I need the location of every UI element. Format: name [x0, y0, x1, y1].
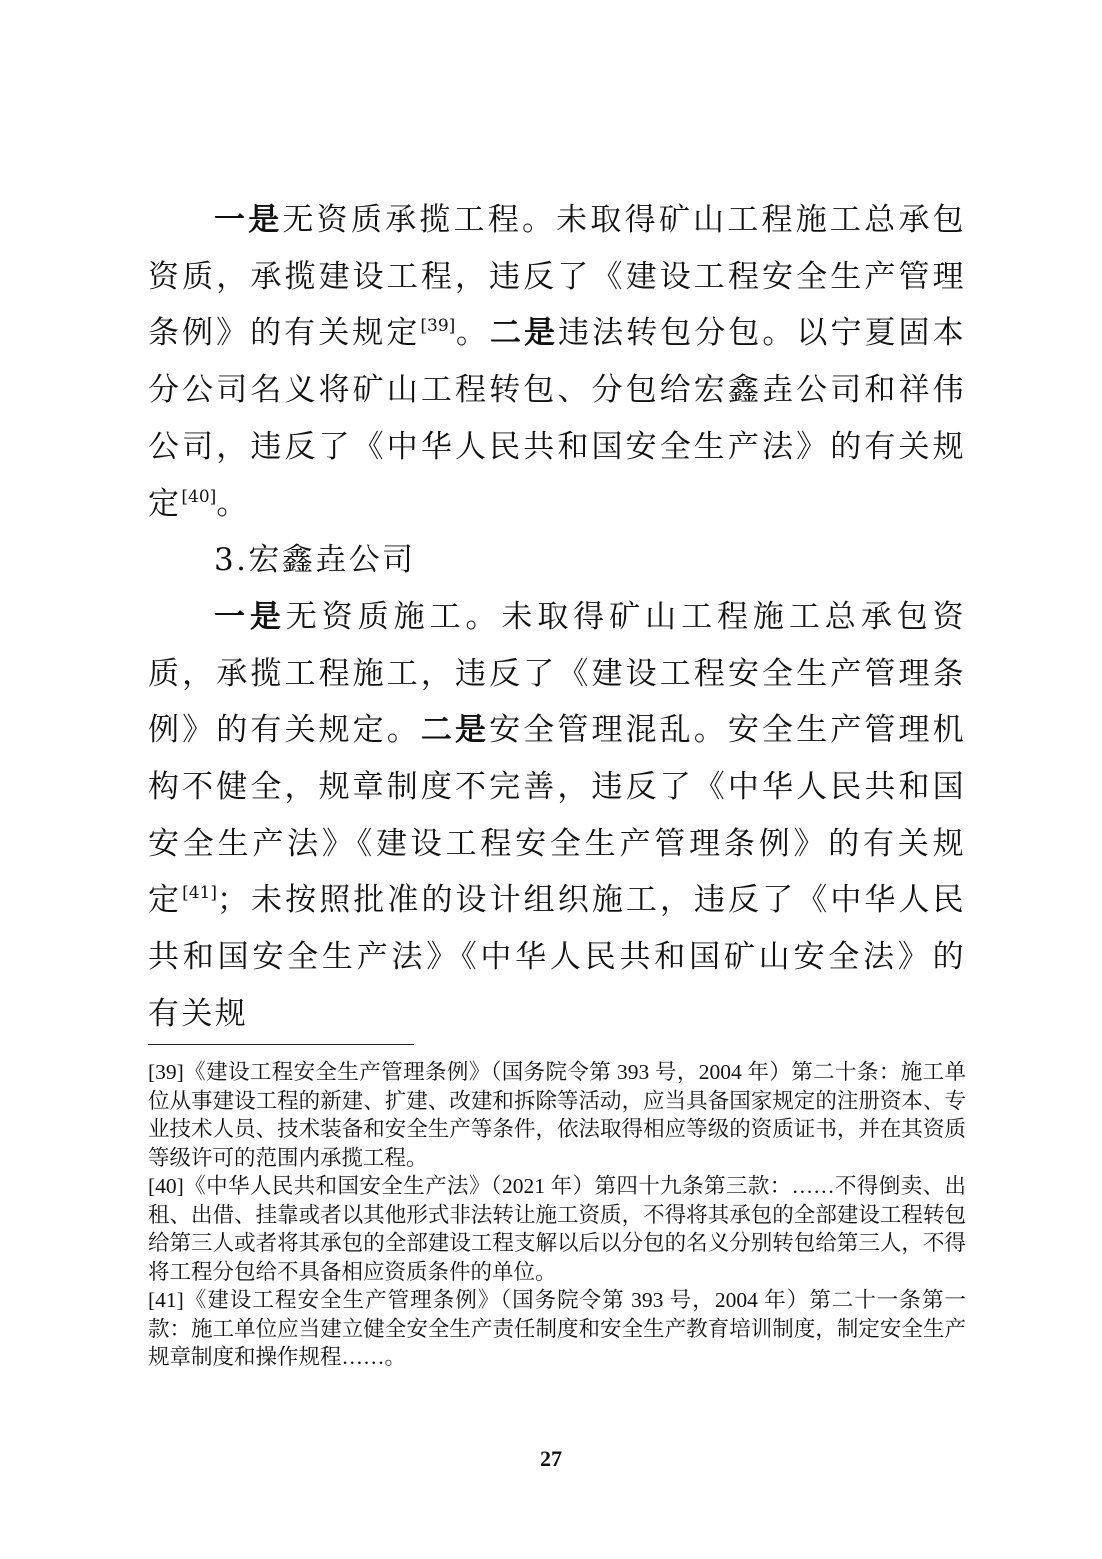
paragraph-text: 违法转包分包。以宁夏固本分公司名义将矿山工程转包、分包给宏鑫垚公司和祥伟公司，违反了《中华人民共和国安全生产法》的有关规定 — [148, 315, 966, 522]
bold-marker-first: 一是 — [214, 202, 283, 238]
footnote-divider — [148, 1044, 414, 1045]
footnote-ref-41[interactable]: [41] — [182, 883, 217, 904]
bold-marker-second: 二是 — [420, 712, 490, 749]
paragraph-text: ；未按照批准的设计组织施工，违反了《中华人民共和国安全生产法》《中华人民共和国矿山安全法》的有关规 — [148, 882, 966, 1032]
paragraph-1 — [148, 192, 966, 532]
footnote-ref-40[interactable]: [40] — [181, 486, 217, 507]
footnote-41: [41]《建设工程安全生产管理条例》（国务院令第 393 号，2004 年）第二十一条第一款：施工单位应当建立健全安全生产责任制度和安全生产教育培训制度，制定安全生产规章制度和操作规程……。 — [148, 1288, 966, 1369]
footnotes — [148, 1058, 966, 1372]
paragraph-text: 无资质施工。未取得矿山工程施工总承包资质，承揽工程施工，违反了《建设工程安全生产管理条例》的有关规定。 — [148, 598, 966, 749]
punctuation: 。 — [455, 315, 490, 352]
punctuation: 。 — [216, 485, 250, 522]
bold-marker-first: 一是 — [214, 598, 286, 635]
paragraph-text: 无资质承揽工程。未取得矿山工程施工总承包资质，承揽建设工程，违反了《建设工程安全生产管理条例》的有关规定 — [148, 202, 966, 352]
footnote-ref-39[interactable]: [39] — [420, 316, 456, 337]
paragraph-3 — [148, 589, 966, 1043]
bold-marker-second: 二是 — [489, 315, 559, 352]
main-body-text — [148, 192, 966, 1043]
footnote-40: [40]《中华人民共和国安全生产法》（2021 年）第四十九条第三款：……不得倒卖、出租、出借、挂靠或者以其他形式非法转让施工资质，不得将其承包的全部建设工程转包给第三人或者将其承包的全部建设工程支解以后以分包的名义分别转包给第三人，不得将工程分包给不具备相应资质条件的单位。 — [148, 1174, 966, 1284]
section-heading: 3.宏鑫垚公司 — [214, 542, 416, 579]
paragraph-text: 安全管理混乱。安全生产管理机构不健全，规章制度不完善，违反了《中华人民共和国安全生产法》《建设工程安全生产管理条例》的有关规定 — [148, 712, 966, 919]
page-number: 27 — [540, 1446, 562, 1471]
footnote-39: [39]《建设工程安全生产管理条例》（国务院令第 393 号，2004 年）第二十条：施工单位从事建设工程的新建、扩建、改建和拆除等活动，应当具备国家规定的注册资本、专业技术人员、技术装备和安全生产等条件，依法取得相应等级的资质证书，并在其资质等级许可的范围内承揽工程。 — [148, 1060, 966, 1170]
